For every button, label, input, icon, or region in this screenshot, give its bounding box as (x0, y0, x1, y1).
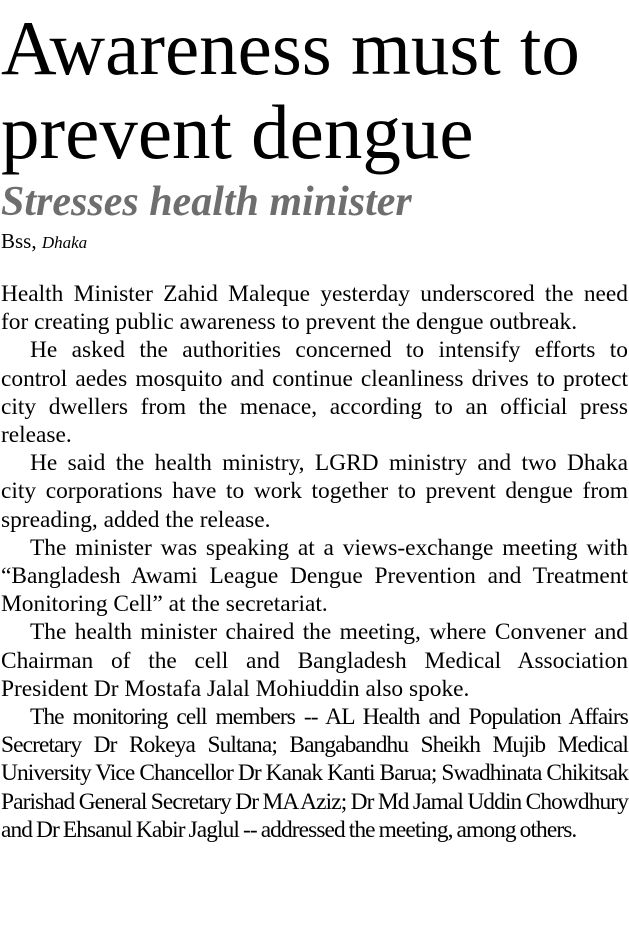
headline (1, 0, 629, 174)
subheadline: Stresses health minister (1, 179, 412, 225)
byline-agency: Bss, (1, 229, 37, 253)
byline-place: Dhaka (41, 233, 88, 252)
paragraph-3: He said the health ministry, LGRD ministry and two Dhaka city corporations have to work together to prevent dengue from spreading, added the release. (1, 450, 628, 533)
paragraph-2: He asked the authorities concerned to intensify efforts to control aedes mosquito and continue cleanliness drives to protect city dwellers from the menace, according to an official press release. (1, 337, 628, 449)
paragraph-5: The health minister chaired the meeting, where Convener and Chairman of the cell and Bangladesh Medical Association President Dr Mostafa Jalal Mohiuddin also spoke. (1, 619, 628, 702)
paragraph-6: The monitoring cell members -- AL Health and Population Affairs Secretary Dr Rokeya Sultana; Bangabandhu Sheikh Mujib Medical University Vice Chancellor Dr Kanak Kanti Barua; Swadhinata Chikitsak Parishad General Secretary Dr MA Aziz; Dr Md Jamal Uddin Chowdhury and Dr Ehsanul Kabir Jaglul -- addressed the meeting, among others. (1, 704, 628, 843)
headline-line-2: prevent dengue (1, 89, 474, 175)
article-body (1, 280, 628, 844)
headline-line-1: Awareness must to (1, 5, 580, 91)
byline (1, 228, 629, 256)
paragraph-1: Health Minister Zahid Maleque yesterday underscored the need for creating public awareness to prevent the dengue outbreak. (1, 281, 628, 336)
paragraph-4: The minister was speaking at a views-exchange meeting with “Bangladesh Awami League Dengue Prevention and Treatment Monitoring Cell” at the secretariat. (1, 534, 628, 618)
